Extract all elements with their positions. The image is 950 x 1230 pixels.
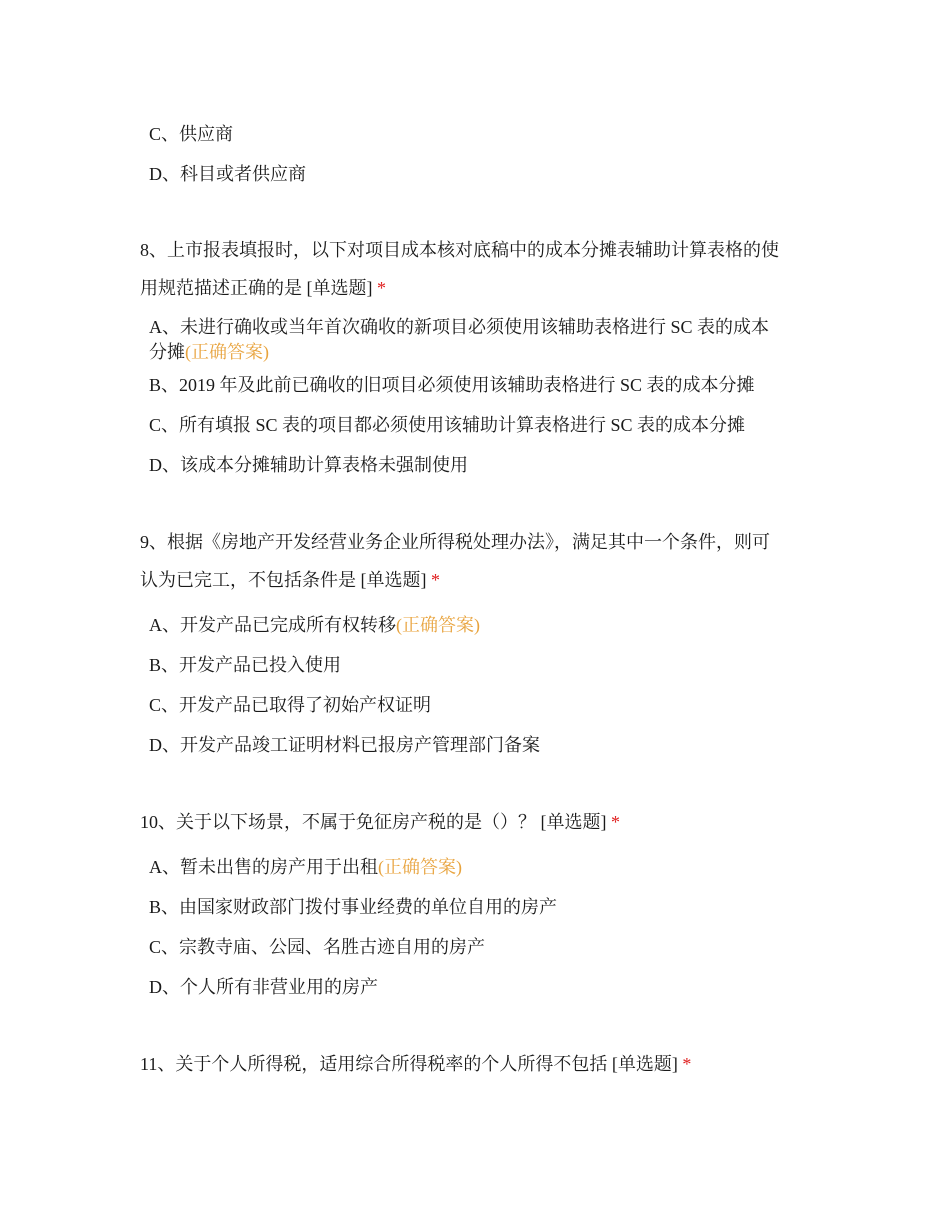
question-title-text: 认为已完工，不包括条件是 [单选题] — [140, 570, 427, 590]
question-11-title — [140, 1052, 691, 1076]
question-8-title-line-2 — [140, 276, 386, 300]
question-10-option-d[interactable] — [149, 975, 378, 999]
option-label: A、未进行确收或当年首次确收的新项目必须使用该辅助表格进行 SC 表的成本 — [149, 317, 770, 337]
option-label: D、该成本分摊辅助计算表格未强制使用 — [149, 455, 468, 475]
question-8-title-line-1 — [140, 238, 779, 262]
correct-answer-tag: (正确答案) — [396, 615, 480, 635]
question-10-option-c[interactable] — [149, 935, 485, 959]
required-mark: * — [377, 278, 386, 298]
option-label: D、科目或者供应商 — [149, 164, 306, 184]
question-9-title-line-1 — [140, 530, 770, 554]
question-9-title-line-2 — [140, 568, 440, 592]
question-8-option-a[interactable] — [149, 315, 769, 339]
question-title-text: 11、关于个人所得税，适用综合所得税率的个人所得不包括 [单选题] — [140, 1054, 678, 1074]
option-label: A、开发产品已完成所有权转移 — [149, 615, 396, 635]
option-label: D、开发产品竣工证明材料已报房产管理部门备案 — [149, 735, 540, 755]
option-label: C、供应商 — [149, 124, 234, 144]
question-title-text: 8、上市报表填报时，以下对项目成本核对底稿中的成本分摊表辅助计算表格的使 — [140, 240, 779, 260]
required-mark: * — [431, 570, 440, 590]
question-7-option-d[interactable] — [149, 162, 306, 186]
question-title-text: 9、根据《房地产开发经营业务企业所得税处理办法》，满足其中一个条件，则可 — [140, 532, 770, 552]
required-mark: * — [682, 1054, 692, 1074]
question-10-option-b[interactable] — [149, 895, 557, 919]
option-label: 分摊 — [149, 342, 185, 362]
option-label: B、2019 年及此前已确收的旧项目必须使用该辅助表格进行 SC 表的成本分摊 — [149, 375, 755, 395]
correct-answer-tag: (正确答案) — [185, 342, 269, 362]
option-label: D、个人所有非营业用的房产 — [149, 977, 378, 997]
question-title-text: 10、关于以下场景，不属于免征房产税的是（）？ [单选题] — [140, 812, 607, 832]
question-9-option-c[interactable] — [149, 693, 431, 717]
question-10-option-a[interactable] — [149, 855, 462, 879]
question-8-option-b[interactable] — [149, 373, 755, 397]
question-8-option-d[interactable] — [149, 453, 468, 477]
question-10-title — [140, 810, 620, 834]
question-title-text: 用规范描述正确的是 [单选题] — [140, 278, 373, 298]
option-label: C、宗教寺庙、公园、名胜古迹自用的房产 — [149, 937, 486, 957]
option-label: C、开发产品已取得了初始产权证明 — [149, 695, 432, 715]
question-9-option-d[interactable] — [149, 733, 540, 757]
option-label: A、暂未出售的房产用于出租 — [149, 857, 378, 877]
option-label: B、由国家财政部门拨付事业经费的单位自用的房产 — [149, 897, 558, 917]
required-mark: * — [611, 812, 620, 832]
question-8-option-c[interactable] — [149, 413, 745, 437]
question-9-option-a[interactable] — [149, 613, 480, 637]
option-label: C、所有填报 SC 表的项目都必须使用该辅助计算表格进行 SC 表的成本分摊 — [149, 415, 746, 435]
correct-answer-tag: (正确答案) — [378, 857, 462, 877]
question-9-option-b[interactable] — [149, 653, 341, 677]
question-8-option-a-continued[interactable] — [149, 340, 269, 364]
option-label: B、开发产品已投入使用 — [149, 655, 342, 675]
question-7-option-c[interactable] — [149, 122, 233, 146]
